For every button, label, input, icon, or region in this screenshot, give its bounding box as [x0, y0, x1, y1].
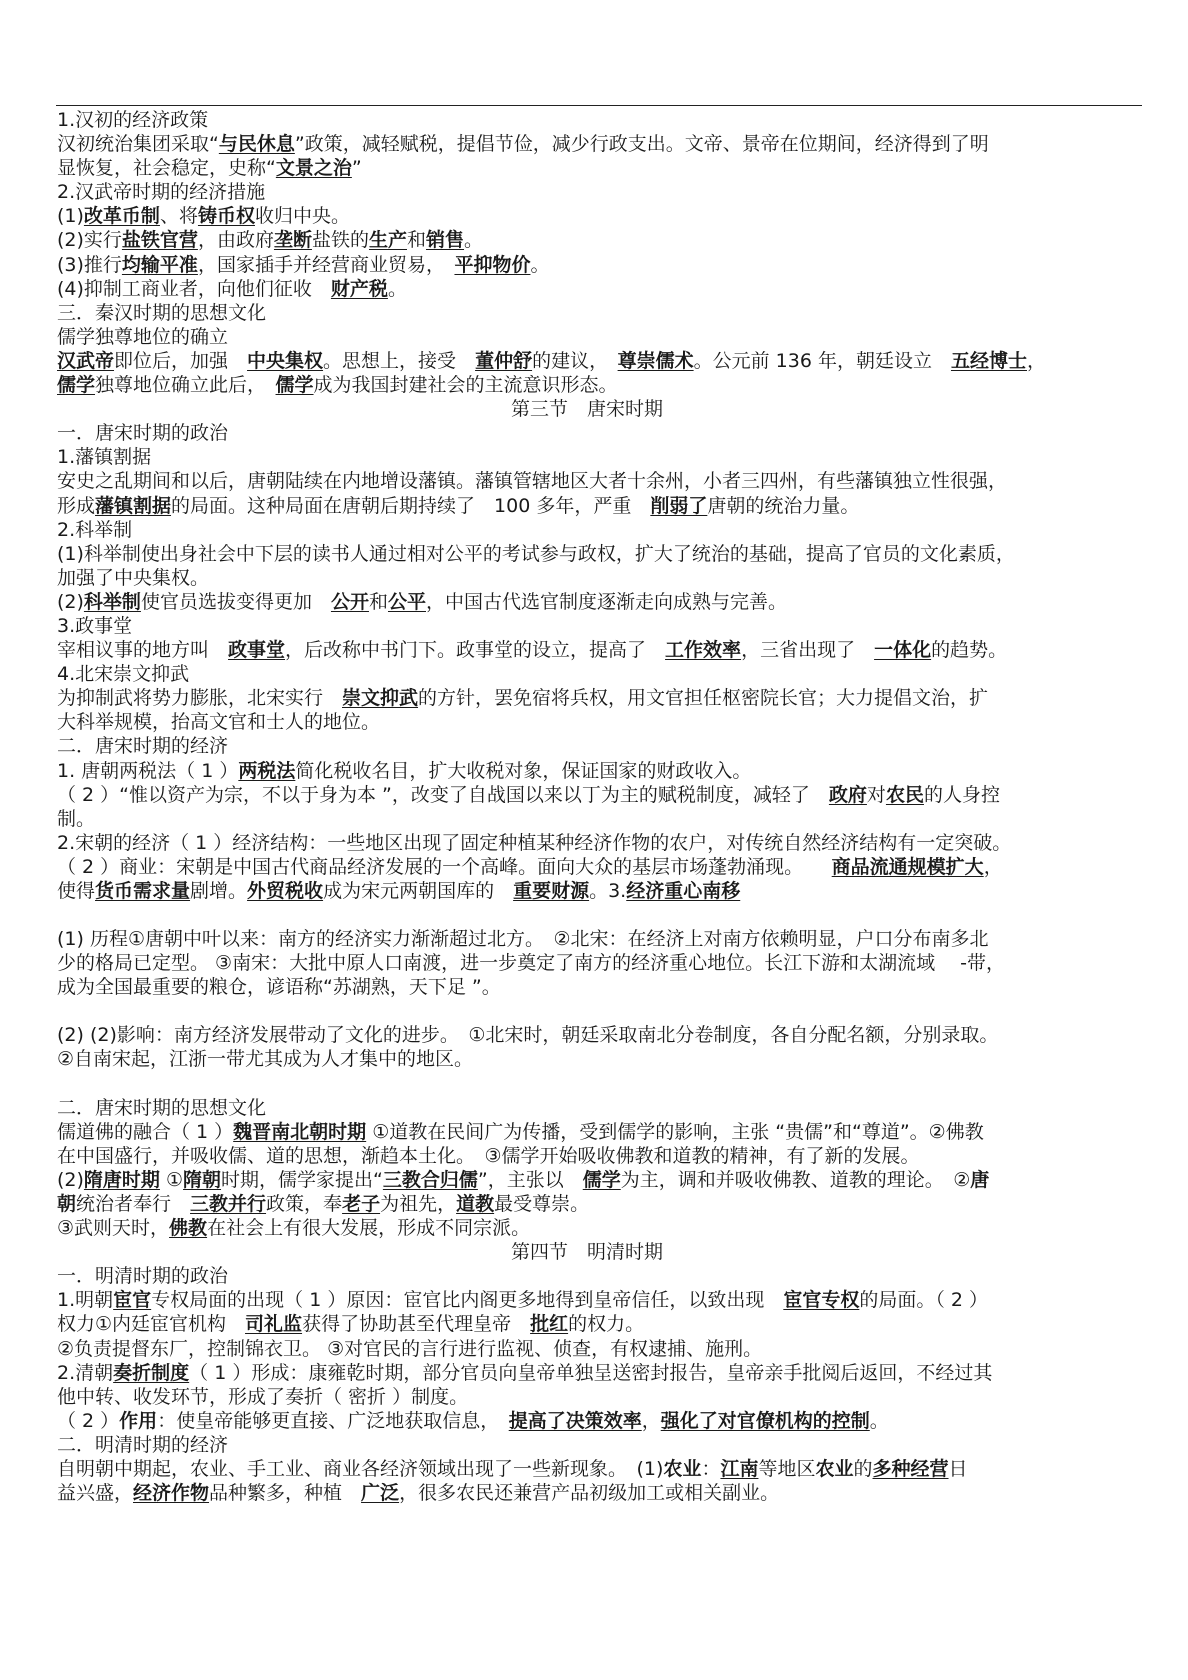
text-line	[57, 277, 1147, 301]
text-segment: 儒道佛的融合（ 1 ）	[57, 1120, 234, 1143]
text-segment: 统治者奉行	[76, 1192, 191, 1215]
blank-line	[57, 903, 1147, 927]
text-segment: 二．唐宋时期的经济	[57, 735, 229, 758]
text-line	[57, 1312, 1147, 1336]
text-line	[57, 1192, 1147, 1216]
text-segment: 。	[869, 1409, 889, 1432]
text-segment: (2)实行	[57, 229, 122, 252]
text-segment: 三．秦汉时期的思想文化	[57, 301, 267, 324]
text-line	[57, 638, 1147, 662]
key-term: 江南	[720, 1457, 759, 1480]
text-segment: 获得了协助甚至代理皇帝	[302, 1313, 531, 1336]
key-term: 提高了决策效率	[508, 1409, 642, 1432]
text-line	[57, 325, 1147, 349]
key-term: 商品流通规模扩大	[831, 855, 984, 878]
text-segment: (1) 历程①唐朝中叶以来：南方的经济实力渐渐超过北方。 ②北宋：在经济上对南方依赖明显，户口分布南多北	[57, 928, 989, 951]
text-line	[57, 975, 1147, 999]
key-term: 经济作物	[133, 1482, 210, 1505]
text-segment: 的趋势。	[931, 639, 1008, 662]
text-segment: （ 2 ）商业：宋朝是中国古代商品经济发展的一个高峰。面向大众的基层市场蓬勃涌现。	[57, 855, 832, 878]
text-line	[57, 204, 1147, 228]
key-term: 外贸税收	[247, 880, 324, 902]
text-segment: 1.藩镇割据	[57, 446, 152, 469]
key-term: 儒学	[582, 1168, 621, 1191]
text-segment: 为主，调和并吸收佛教、道教的理论。 ②	[620, 1168, 971, 1191]
key-term: 重要财源	[513, 880, 590, 902]
text-line	[57, 1457, 1147, 1481]
text-segment: ：使皇帝能够更直接、广泛地获取信息，	[157, 1409, 509, 1432]
text-segment: 1.明朝	[57, 1289, 114, 1312]
text-segment: 日	[948, 1457, 968, 1480]
key-term: 一体化	[874, 639, 932, 662]
header-rule	[56, 105, 1142, 106]
text-segment: 自明朝中期起，农业、手工业、商业各经济领域出现了一些新现象。 (1)	[57, 1457, 664, 1480]
text-segment: ，	[641, 1409, 661, 1432]
text-segment: 和	[368, 590, 388, 613]
text-segment: ③武则天时，	[57, 1217, 170, 1240]
text-segment: 最受尊崇。	[494, 1192, 590, 1215]
text-segment: ②自南宋起，江浙一带尤其成为人才集中的地区。	[57, 1048, 474, 1071]
key-term: 中央集权	[247, 349, 324, 372]
key-term: 盐铁官营	[121, 229, 198, 252]
key-term: 强化了对官僚机构的控制	[660, 1409, 870, 1432]
text-line	[57, 951, 1147, 975]
text-line	[57, 1481, 1147, 1505]
text-segment: ②负责提督东厂，控制锦衣卫。 ③对官民的言行进行监视、侦查，有权逮捕、施刑。	[57, 1337, 763, 1360]
text-segment: 他中转、收发环节，形成了奏折（ 密折 ）制度。	[57, 1385, 469, 1408]
section-title	[57, 1240, 1147, 1264]
text-segment: (3)推行	[57, 253, 122, 276]
text-segment: 一．明清时期的政治	[57, 1265, 229, 1288]
text-segment: 等地区	[758, 1457, 816, 1480]
text-segment: 宰相议事的地方叫	[57, 639, 229, 662]
text-segment: 对	[866, 783, 886, 806]
text-line	[57, 759, 1147, 783]
text-line	[57, 253, 1147, 277]
key-term: 儒学	[57, 374, 96, 397]
text-segment: 第四节 明清时期	[510, 1241, 663, 1264]
text-line	[57, 1288, 1147, 1312]
text-segment: (2) (2)影响：南方经济发展带动了文化的进步。 ①北宋时，朝廷采取南北分卷制度，各自分配名额，分别录取。	[57, 1024, 999, 1047]
text-line	[57, 1047, 1147, 1071]
key-term: 崇文抑武	[342, 687, 419, 710]
key-term: 隋朝	[183, 1168, 222, 1191]
text-segment: 和	[407, 229, 427, 252]
key-term: 政府	[828, 783, 867, 806]
text-segment: 二．唐宋时期的思想文化	[57, 1096, 267, 1119]
text-segment: （ 1 ）形成：康雍乾时期，部分官员向皇帝单独呈送密封报告，皇帝亲手批阅后返回，不经过其	[189, 1361, 993, 1384]
text-segment: 专权局面的出现（ 1 ）原因：宦官比内阁更多地得到皇帝信任，以致出现	[151, 1289, 784, 1312]
text-segment: ，	[1026, 349, 1046, 372]
text-segment: 汉初统治集团采取“	[57, 133, 219, 156]
text-line	[57, 1096, 1147, 1120]
text-segment: 2.科举制	[57, 518, 133, 541]
text-segment: 儒学独尊地位的确立	[57, 325, 229, 348]
text-segment: 在社会上有很大发展，形成不同宗派。	[207, 1217, 531, 1240]
text-segment: (2)	[57, 590, 84, 613]
text-line	[57, 590, 1147, 614]
key-term: 广泛	[361, 1482, 400, 1505]
text-segment: 政策，奉	[266, 1192, 343, 1215]
bold-term: 唐	[970, 1168, 990, 1191]
text-segment: ，由政府	[197, 229, 274, 252]
text-segment: 形成	[57, 494, 96, 517]
text-line	[57, 1385, 1147, 1409]
text-line	[57, 831, 1147, 855]
text-segment: 。	[387, 277, 407, 300]
text-segment: 4.北宋崇文抑武	[57, 663, 190, 686]
key-term: 与民休息	[218, 133, 295, 156]
key-term: 佛教	[169, 1217, 208, 1240]
text-line	[57, 662, 1147, 686]
text-line	[57, 132, 1147, 156]
text-segment: 的方针，罢免宿将兵权，用文官担任枢密院长官；大力提倡文治，扩	[418, 687, 989, 710]
text-segment: ①道教在民间广为传播，受到儒学的影响，主张 “贵儒”和“尊道”。②佛教	[366, 1120, 984, 1143]
text-segment: 为祖先，	[380, 1192, 457, 1215]
text-segment: ，很多农民还兼营产品初级加工或相关副业。	[399, 1482, 780, 1505]
text-segment: （ 2 ）“惟以资产为宗，不以于身为本 ”，改变了自战国以来以丁为主的赋税制度，减轻了	[57, 783, 829, 806]
text-segment: 剧增。	[190, 880, 248, 902]
text-segment: 的权力。	[568, 1313, 645, 1336]
text-segment: 1. 唐朝两税法（ 1 ）	[57, 759, 239, 782]
text-line	[57, 1361, 1147, 1385]
text-segment: 益兴盛，	[57, 1482, 134, 1505]
key-term: 儒学	[275, 374, 314, 397]
text-line	[57, 614, 1147, 638]
text-segment: 2.清朝	[57, 1361, 114, 1384]
text-segment: 权力①内廷宦官机构	[57, 1313, 246, 1336]
text-segment: 收归中央。	[254, 205, 350, 228]
key-term: 经济重心南移	[626, 880, 741, 902]
key-term: 尊崇儒术	[617, 349, 694, 372]
text-segment: ：	[701, 1457, 721, 1480]
text-segment: 成为全国最重要的粮仓，谚语称“苏湖熟，天下足 ”。	[57, 976, 501, 999]
key-term: 改革币制	[83, 205, 160, 228]
text-segment: 。	[530, 253, 550, 276]
text-line	[57, 108, 1147, 132]
key-term: 公开	[330, 590, 369, 613]
text-segment: 1.汉初的经济政策	[57, 109, 209, 131]
text-segment: 的建议，	[532, 349, 618, 372]
key-term: 财产税	[330, 277, 388, 300]
text-line	[57, 156, 1147, 180]
key-term: 科举制	[83, 590, 141, 613]
key-term: 隋唐时期	[83, 1168, 160, 1191]
key-term: 两税法	[238, 759, 296, 782]
text-line	[57, 1337, 1147, 1361]
text-line	[57, 494, 1147, 518]
text-segment: （ 2 ）	[57, 1409, 120, 1432]
text-segment: 成为宋元两朝国库的	[323, 880, 514, 902]
text-segment: 成为我国封建社会的主流意识形态。	[313, 374, 618, 397]
text-segment: ”，主张以	[477, 1168, 583, 1191]
bold-term: 朝	[57, 1192, 77, 1215]
text-line	[57, 349, 1147, 373]
key-term: 农民	[885, 783, 924, 806]
text-segment: 。	[464, 229, 484, 252]
text-segment: 。公元前 136 年，朝廷设立	[693, 349, 951, 372]
key-term: 均输平准	[121, 253, 198, 276]
text-line	[57, 1433, 1147, 1457]
text-segment: ，	[983, 855, 1003, 878]
key-term: 五经博士	[950, 349, 1027, 372]
text-segment: ，国家插手并经营商业贸易，	[197, 253, 455, 276]
text-segment: 安史之乱期间和以后，唐朝陆续在内地增设藩镇。藩镇管辖地区大者十余州，小者三四州，有些藩镇独立性很强，	[57, 470, 1008, 493]
text-line	[57, 710, 1147, 734]
key-term: 生产	[368, 229, 407, 252]
text-line	[57, 180, 1147, 204]
text-line	[57, 807, 1147, 831]
key-term: 魏晋南北朝时期	[233, 1120, 367, 1143]
key-term: 三教并行	[190, 1192, 267, 1215]
key-term: 公平	[387, 590, 426, 613]
key-term: 汉武帝	[57, 349, 115, 372]
text-segment: 的局面。这种局面在唐朝后期持续了 100 多年，严重	[171, 494, 651, 517]
text-line	[57, 373, 1147, 397]
text-line	[57, 927, 1147, 951]
text-line	[57, 228, 1147, 252]
text-line	[57, 1023, 1147, 1047]
key-term: 平抑物价	[454, 253, 531, 276]
text-segment: 第三节 唐宋时期	[510, 398, 663, 421]
text-line	[57, 1120, 1147, 1144]
text-segment: 时期，儒学家提出“	[221, 1168, 383, 1191]
key-term: 货币需求量	[95, 880, 191, 902]
key-term: 批红	[530, 1313, 569, 1336]
key-term: 宦官	[113, 1289, 152, 1312]
text-segment: 的	[853, 1457, 873, 1480]
text-segment: (2)	[57, 1168, 84, 1191]
section-title	[57, 397, 1147, 421]
key-term: 销售	[426, 229, 465, 252]
text-line	[57, 301, 1147, 325]
key-term: 工作效率	[665, 639, 742, 662]
text-segment: ，中国古代选官制度逐渐走向成熟与完善。	[426, 590, 788, 613]
text-segment: 显恢复，社会稳定，史称“	[57, 157, 276, 180]
text-segment: 的人身控	[923, 783, 1000, 806]
text-segment: 少的格局已定型。 ③南宋：大批中原人口南渡，进一步奠定了南方的经济重心地位。长江下游和太湖流域 -带，	[57, 952, 1005, 975]
text-segment: ，三省出现了	[741, 639, 875, 662]
text-segment: ”政策，减轻赋税，提倡节俭，减少行政支出。文帝、景帝在位期间，经济得到了明	[294, 133, 989, 156]
text-segment: 2.宋朝的经济（ 1 ）经济结构：一些地区出现了固定种植某种经济作物的农户，对传统自然经济结构有一定突破。	[57, 831, 1012, 854]
text-segment: 大科举规模，抬高文官和士人的地位。	[57, 711, 381, 734]
blank-line	[57, 999, 1147, 1023]
text-line	[57, 734, 1147, 758]
text-segment: 2.汉武帝时期的经济措施	[57, 181, 266, 204]
text-line	[57, 1168, 1147, 1192]
text-segment: (1)	[57, 205, 84, 228]
text-segment: 盐铁的	[311, 229, 369, 252]
key-term: 垄断	[273, 229, 312, 252]
key-term: 道教	[456, 1192, 495, 1215]
key-term: 多种经营	[872, 1457, 949, 1480]
text-segment: 即位后，加强	[114, 349, 248, 372]
text-segment: 一．唐宋时期的政治	[57, 422, 229, 445]
text-segment: 使官员选拔变得更加	[140, 590, 331, 613]
text-segment: 、将	[159, 205, 198, 228]
text-line	[57, 518, 1147, 542]
text-segment: ”	[351, 157, 362, 180]
blank-line	[57, 1072, 1147, 1096]
key-term: 老子	[342, 1192, 381, 1215]
key-term: 文景之治	[275, 157, 352, 180]
text-segment: (4)抑制工商业者，向他们征收	[57, 277, 331, 300]
bold-term: 农业	[815, 1457, 854, 1480]
text-segment: 在中国盛行，并吸收儒、道的思想，渐趋本土化。 ③儒学开始吸收佛教和道教的精神，有了新的发展。	[57, 1144, 920, 1167]
key-term: 藩镇割据	[95, 494, 172, 517]
text-line	[57, 469, 1147, 493]
text-line	[57, 542, 1147, 566]
text-line	[57, 686, 1147, 710]
text-segment: 为抑制武将势力膨胀，北宋实行	[57, 687, 343, 710]
text-segment: 3.政事堂	[57, 614, 133, 637]
text-segment: 加强了中央集权。	[57, 566, 210, 589]
bold-term: 作用	[119, 1409, 158, 1432]
key-term: 司礼监	[245, 1313, 303, 1336]
text-segment: 唐朝的统治力量。	[707, 494, 860, 517]
text-segment: 的局面。（ 2 ）	[859, 1289, 989, 1312]
text-segment: 独尊地位确立此后，	[95, 374, 276, 397]
text-segment: 二．明清时期的经济	[57, 1433, 229, 1456]
text-segment: ，后改称中书门下。政事堂的设立，提高了	[285, 639, 666, 662]
text-line	[57, 445, 1147, 469]
key-term: 奏折制度	[113, 1361, 190, 1384]
key-term: 三教合归儒	[382, 1168, 478, 1191]
text-segment: 简化税收名目，扩大收税对象，保证国家的财政收入。	[295, 759, 752, 782]
text-line	[57, 566, 1147, 590]
text-segment: 。3.	[589, 880, 627, 902]
key-term: 宦官专权	[783, 1289, 860, 1312]
text-line	[57, 1216, 1147, 1240]
text-segment: 。思想上，接受	[323, 349, 476, 372]
text-segment: 品种繁多，种植	[209, 1482, 362, 1505]
key-term: 铸币权	[197, 205, 255, 228]
text-line	[57, 879, 1147, 903]
text-line	[57, 1144, 1147, 1168]
text-line	[57, 1264, 1147, 1288]
text-line	[57, 421, 1147, 445]
text-line	[57, 855, 1147, 879]
text-segment: 使得	[57, 880, 96, 902]
text-segment: 制。	[57, 807, 96, 830]
text-segment: ①	[159, 1168, 184, 1191]
key-term: 董仲舒	[475, 349, 533, 372]
text-line	[57, 1409, 1147, 1433]
key-term: 政事堂	[228, 639, 286, 662]
bold-term: 农业	[663, 1457, 702, 1480]
key-term: 削弱了	[650, 494, 708, 517]
document-body	[57, 108, 1147, 1505]
text-line	[57, 783, 1147, 807]
text-segment: (1)科举制使出身社会中下层的读书人通过相对公平的考试参与政权，扩大了统治的基础，提高了官员的文化素质，	[57, 542, 1015, 565]
